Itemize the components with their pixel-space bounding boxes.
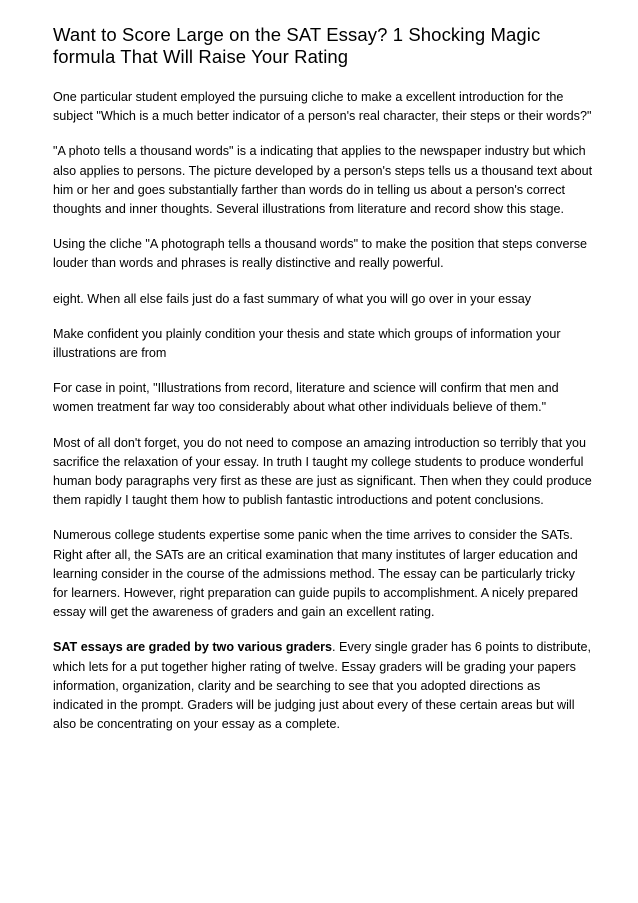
paragraph-2: "A photo tells a thousand words" is a indicating that applies to the newspaper industry but which also applies to persons. The picture developed by a person's steps tells us a thousand text about him or her and goes substantially farther than words do in telling us about a person's correct thoughts and inner thoughts. Several illustrations from literature and record show this stage. bbox=[53, 144, 593, 217]
paragraph-9-bold-lead: SAT essays are graded by two various graders bbox=[53, 640, 333, 655]
paragraph-9 bbox=[53, 638, 593, 734]
paragraph-5: Make confident you plainly condition your thesis and state which groups of information your illustrations are from bbox=[53, 326, 561, 361]
paragraph-6: For case in point, "Illustrations from record, literature and science will confirm that men and women treatment far way too considerably about what other individuals believe of them." bbox=[53, 381, 559, 415]
paragraph-9-text: . Every single grader has 6 points to distribute, which lets for a put together higher rating of twelve. Essay graders will be grading your papers information, organization, clarity and be searching to see that you adopted directions as indicated in the prompt. Graders will be judging just about every of these certain areas but will also be concentrating on your essay as a complete. bbox=[53, 640, 592, 732]
document-page bbox=[53, 24, 593, 750]
paragraph-8: Numerous college students expertise some panic when the time arrives to consider the SATs. Right after all, the SATs are an critical examination that many institutes of larger education and learning consider in the course of the admissions method. The essay can be particularly tricky for learners. However, right preparation can guide pupils to accomplishment. A nicely prepared essay will get the awareness of graders and gain an excellent rating. bbox=[53, 528, 579, 620]
paragraph-7: Most of all don't forget, you do not need to compose an amazing introduction so terribly that you sacrifice the relaxation of your essay. In truth I taught my college students to produce wonderful human body paragraphs very first as these are just as significant. Then when they could produce them rapidly I taught them how to publish fantastic introductions and potent conclusions. bbox=[53, 435, 592, 508]
paragraph-1: One particular student employed the pursuing cliche to make a excellent introduction for the subject "Which is a much better indicator of a person's real character, their steps or their words?" bbox=[53, 90, 592, 124]
page-title: Want to Score Large on the SAT Essay? 1 Shocking Magic formula That Will Raise Your Rating bbox=[53, 24, 541, 67]
paragraph-4: eight. When all else fails just do a fast summary of what you will go over in your essay bbox=[53, 291, 532, 306]
paragraph-3: Using the cliche "A photograph tells a thousand words" to make the position that steps converse louder than words and phrases is really distinctive and really powerful. bbox=[53, 237, 587, 271]
